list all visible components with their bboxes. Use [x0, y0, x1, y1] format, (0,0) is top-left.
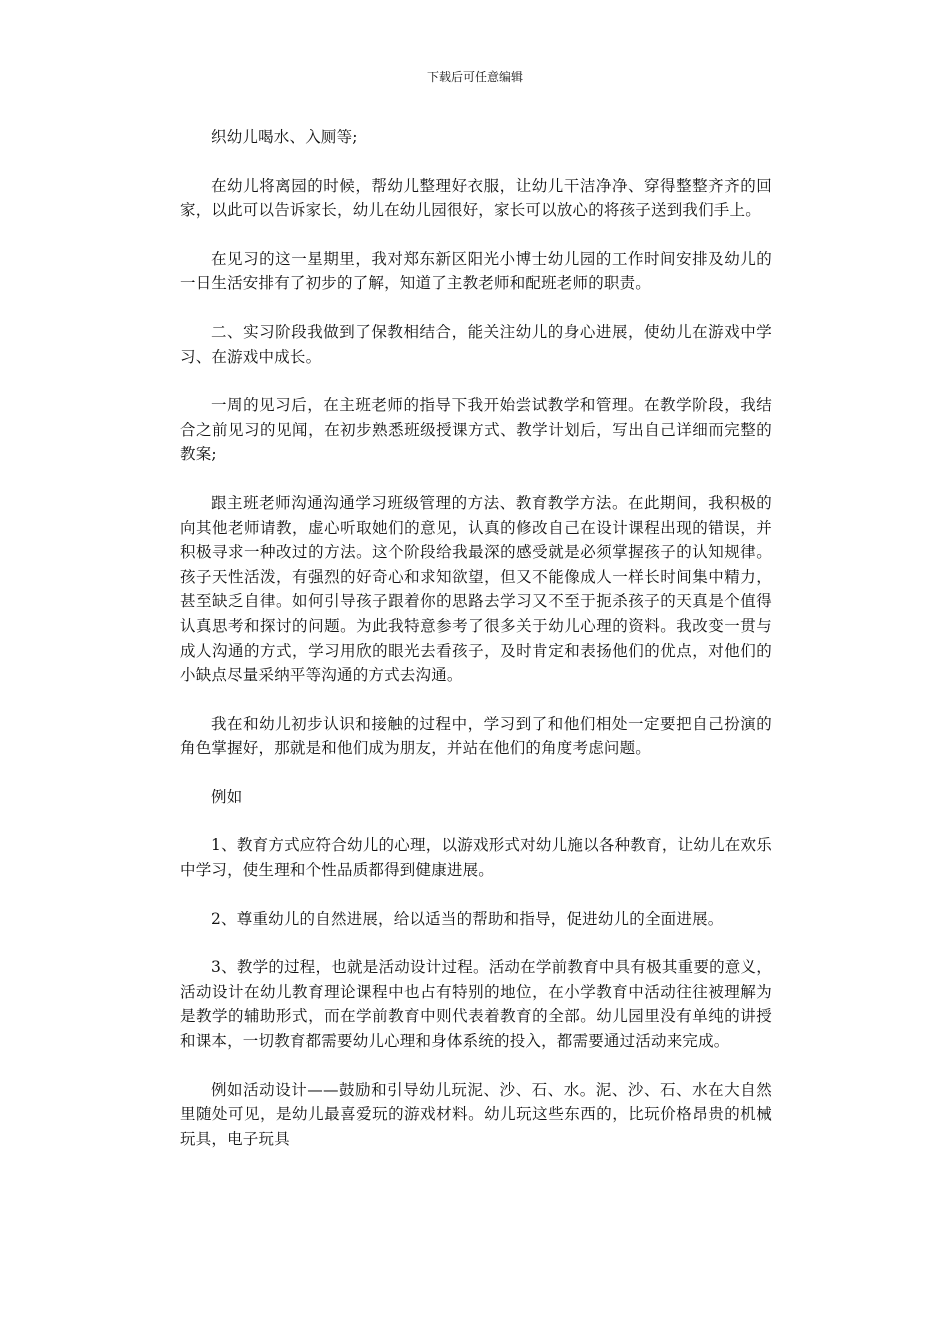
paragraph: 1、教育方式应符合幼儿的心理，以游戏形式对幼儿施以各种教育，让幼儿在欢乐中学习，使生理和个性品质都得到健康进展。 [180, 836, 772, 880]
paragraph: 二、实习阶段我做到了保教相结合，能关注幼儿的身心进展，使幼儿在游戏中学习、在游戏中成长。 [180, 322, 772, 366]
paragraph: 例如 [211, 787, 243, 806]
paragraph: 我在和幼儿初步认识和接触的过程中，学习到了和他们相处一定要把自己扮演的角色掌握好，那就是和他们成为朋友，并站在他们的角度考虑问题。 [180, 714, 772, 758]
document-body [180, 125, 772, 1175]
paragraph: 3、教学的过程，也就是活动设计过程。活动在学前教育中具有极其重要的意义，活动设计在幼儿教育理论课程中也占有特别的地位，在小学教育中活动往往被理解为是教学的辅助形式，而在学前教育中则代表着教育的全部。幼儿园里没有单纯的讲授和课本，一切教育都需要幼儿心理和身体系统的投入，都需要通过活动来完成。 [180, 958, 772, 1051]
paragraph: 在见习的这一星期里，我对郑东新区阳光小博士幼儿园的工作时间安排及幼儿的一日生活安排有了初步的了解，知道了主教老师和配班老师的职责。 [180, 249, 772, 293]
paragraph: 一周的见习后，在主班老师的指导下我开始尝试教学和管理。在教学阶段，我结合之前见习的见闻，在初步熟悉班级授课方式、教学计划后，写出自己详细而完整的教案; [180, 396, 772, 464]
paragraph: 2、尊重幼儿的自然进展，给以适当的帮助和指导，促进幼儿的全面进展。 [211, 909, 724, 928]
paragraph: 跟主班老师沟通沟通学习班级管理的方法、教育教学方法。在此期间，我积极的向其他老师请教，虚心听取她们的意见，认真的修改自己在设计课程出现的错误，并积极寻求一种改过的方法。这个阶段给我最深的感受就是必须掌握孩子的认知规律。孩子天性活泼，有强烈的好奇心和求知欲望，但又不能像成人一样长时间集中精力，甚至缺乏自律。如何引导孩子跟着你的思路去学习又不至于扼杀孩子的天真是个值得认真思考和探讨的问题。为此我特意参考了很多关于幼儿心理的资料。我改变一贯与成人沟通的方式，学习用欣的眼光去看孩子，及时肯定和表扬他们的优点，对他们的小缺点尽量采纳平等沟通的方式去沟通。 [180, 493, 772, 685]
page-header: 下载后可任意编辑 [426, 70, 523, 84]
paragraph: 织幼儿喝水、入厕等; [211, 128, 358, 146]
paragraph: 例如活动设计——鼓励和引导幼儿玩泥、沙、石、水。泥、沙、石、水在大自然里随处可见，是幼儿最喜爱玩的游戏材料。幼儿玩这些东西的，比玩价格昂贵的机械玩具，电子玩具 [180, 1080, 772, 1148]
paragraph: 在幼儿将离园的时候，帮幼儿整理好衣服，让幼儿干洁净净、穿得整整齐齐的回家，以此可以告诉家长，幼儿在幼儿园很好，家长可以放心的将孩子送到我们手上。 [180, 176, 772, 220]
